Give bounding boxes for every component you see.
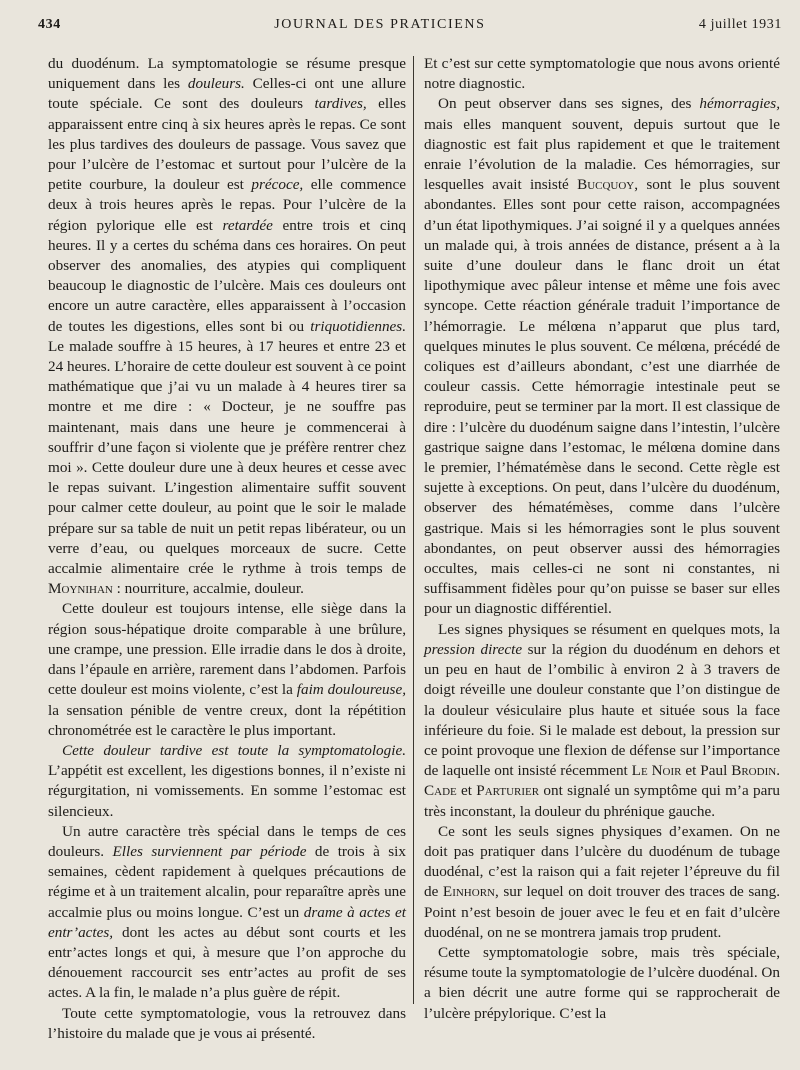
text-run: pression directe: [424, 640, 523, 658]
text-run: Parturier: [476, 782, 540, 800]
left-column: [48, 54, 406, 1044]
text-run: On peut observer dans ses signes, des: [438, 95, 700, 113]
journal-title: JOURNAL DES PRATICIENS: [274, 17, 486, 32]
text-run: elles apparaissent entre cinq à six heures après le repas. Ce sont les plus tardives des douleurs de passage. Vous savez que pour l’ulcère de l’estomac et surtout pour l’ulcère de la petite courbure, la douleur est: [48, 95, 406, 194]
text-run: Einhorn: [442, 883, 495, 901]
text-run: Et c’est sur cette symptomatologie que nous avons orienté notre diagnostic.: [424, 55, 780, 93]
text-run: la sensation pénible de ventre creux, dont la répétition chronométrée est le caractère le plus important.: [48, 701, 406, 739]
paragraph: [48, 1004, 406, 1044]
paragraph: [424, 54, 780, 94]
text-run: Le Noir: [631, 762, 682, 780]
issue-date: 4 juillet 1931: [698, 17, 782, 32]
paragraph: [48, 54, 406, 599]
text-run: entre trois et cinq heures. Il y a certes du schéma dans ces horaires. On peut observer des anomalies, des atypies qui compliquent beaucoup le diagnostic de l’ulcère. Mais ces douleurs ont encore un autre caractère, elles apparaissent à l’occasion de toutes les digestions, elles sont bi ou: [48, 216, 406, 335]
text-run: tardives,: [314, 95, 367, 113]
text-run: sur la région du duodénum en dehors et un peu en haut de l’ombilic à environ 2 à 3 travers de doigt réveille une douleur constante que l’on distingue de la douleur vésiculaire plus haute et située sous la face inférieure du foie. Si le malade est debout, la pression sur ce point provoque une flexion de défense sur l’importance de laquelle ont insisté récemment: [424, 640, 780, 780]
text-run: et Paul: [681, 762, 732, 780]
paragraph: [424, 620, 780, 822]
text-run: Ce sont les seuls signes physiques d’examen. On ne doit pas pratiquer dans l’ulcère du duodénum de tubage duodénal, c’est la raison qui a fait rejeter l’épreuve du fil de: [424, 822, 780, 901]
text-run: du duodénum. La symptomatologie se résume presque uniquement dans les: [48, 55, 406, 93]
text-run: précoce,: [251, 176, 304, 194]
paragraph: [48, 599, 406, 740]
text-run: Un autre caractère très spécial dans le temps de ces douleurs.: [48, 822, 406, 860]
text-run: et: [456, 782, 477, 800]
text-run: mais elles manquent souvent, depuis surtout que le diagnostic est fait plus rapidement et que le traitement enraie l’évolution de la maladie. Ces hémorragies, sur lesquelles avait insisté: [424, 115, 780, 194]
text-run: drame à actes et entr’actes,: [48, 903, 406, 941]
text-run: Cette douleur est toujours intense, elle siège dans la région sous-hépatique droite comparable à une brûlure, une crampe, une pression. Elle irradie dans le dos à droite, dans l’épaule en arrière, rarement dans l’abdomen. Parfois cette douleur est moins violente, c’est la: [48, 600, 406, 699]
running-header: [38, 12, 782, 38]
column-divider: [413, 56, 414, 1004]
text-run: elle commence deux à trois heures après le repas. Pour l’ulcère de la région pylorique elle est: [48, 176, 406, 234]
text-run: Cette douleur tardive est toute la symptomatologie.: [62, 741, 406, 759]
text-run: Brodin: [731, 762, 777, 780]
paragraph: [48, 741, 406, 822]
text-run: .: [776, 762, 780, 780]
text-run: de trois à six semaines, cèdent rapidement à quelques précautions de régime et à un traitement alcalin, pour reparaître après une accalmie plus ou moins longue. C’est un: [48, 842, 406, 921]
paragraph: [424, 943, 780, 1024]
text-run: faim douloureuse,: [296, 681, 406, 699]
text-run: dont les actes au début sont courts et les entr’actes longs et qui, à mesure que l’on approche du dénouement raccourcit ses entr’actes au profit de ses actes. A la fin, le malade n’a plus guère de répit.: [48, 923, 406, 1002]
text-run: Celles-ci ont une allure toute spéciale. Ce sont des douleurs: [48, 75, 406, 113]
page-number: 434: [38, 17, 61, 32]
paragraph: [424, 94, 780, 619]
right-column: [424, 54, 780, 1024]
text-run: Cette symptomatologie sobre, mais très spéciale, résume toute la symptomatologie de l’ulcère duodénal. On a bien décrit une autre forme qui se rapprocherait de l’ulcère prépylorique. C’est la: [424, 943, 780, 1022]
text-run: , sont le plus souvent abondantes. Elles sont pour cette raison, accompagnées d’un état lipothymiques. J’ai soigné il y a quelques années un malade qui, à trois années de distance, présent a à la suite d’une douleur dans le flanc droit un état lipothymique avec pâleur intense et même une fois avec syncope. Cette réaction générale traduit l’importance de l’hémorragie. Le mélœna n’apparut que plus tard, quelques minutes le plus souvent. Ce mélœna, précédé de coliques est d’ailleurs abondant, c’est une diarrhée de couleur cassis. Cette hémorragie intestinale peut se reproduire, peut se terminer par la mort. Il est classique de dire : l’ulcère du duodénum saigne dans l’intestin, l’ulcère gastrique saigne dans l’estomac, le mélœna domine dans le premier, l’hématémèse dans le second. Cette règle est sujette à exceptions. On peut, dans l’ulcère du duodénum, observer des hématémèses, comme dans l’ulcère gastrique. Mais si les hémorragies sont le plus souvent abondantes, on peut observer aussi des hémorragies occultes, mais celles-ci ne sont ni constantes, ni suffisamment fidèles pour qu’on puisse se baser sur elles pour un diagnostic différentiel.: [424, 176, 781, 618]
text-run: Les signes physiques se résument en quelques mots, la: [438, 620, 780, 638]
text-run: Le malade souffre à 15 heures, à 17 heures et entre 23 et 24 heures. L’horaire de cette douleur est souvent à ce point mathématique que j’ai vu un malade à 4 heures tirer sa montre et me dire : « Docteur, je ne souffre pas maintenant, mais dans une heure je commencerai à souffrir d’une façon si violente que je préfère rentrer chez moi ». Cette douleur dure une à deux heures et cesse avec le repas suivant. L’ingestion alimentaire suffit souvent pour calmer cette douleur, au point que le soir le malade prépare sur sa table de nuit un petit repas libérateur, ou un verre d’eau, ou quelques morceaux de sucre. Cette accalmie alimentaire crée le rythme à trois temps de: [48, 337, 406, 578]
text-run: Elles surviennent par période: [112, 842, 307, 860]
paragraph: [424, 822, 780, 943]
text-run: retardée: [222, 216, 273, 234]
text-run: triquotidiennes.: [310, 317, 406, 335]
text-run: Bucquoy: [577, 176, 635, 194]
text-run: Toute cette symptomatologie, vous la retrouvez dans l’histoire du malade que je vous ai présenté.: [48, 1004, 406, 1042]
text-run: , sur lequel on doit trouver des traces de sang. Point n’est besoin de jouer avec le feu et en fait d’ulcère duodénal, on ne se montrera jamais trop prudent.: [424, 883, 780, 941]
text-run: ont signalé un symptôme qui m’a paru très inconstant, la douleur du phrénique gauche.: [424, 782, 780, 820]
text-run: hémorragies,: [699, 95, 780, 113]
text-run: Cade: [424, 782, 457, 800]
text-run: : nourriture, accalmie, douleur.: [112, 580, 304, 598]
text-run: douleurs.: [187, 75, 245, 93]
paragraph: [48, 822, 406, 1004]
text-run: L’appétit est excellent, les digestions bonnes, il n’existe ni régurgitation, ni vomissements. En somme l’estomac est silencieux.: [48, 762, 406, 820]
text-run: Moynihan: [48, 580, 113, 598]
